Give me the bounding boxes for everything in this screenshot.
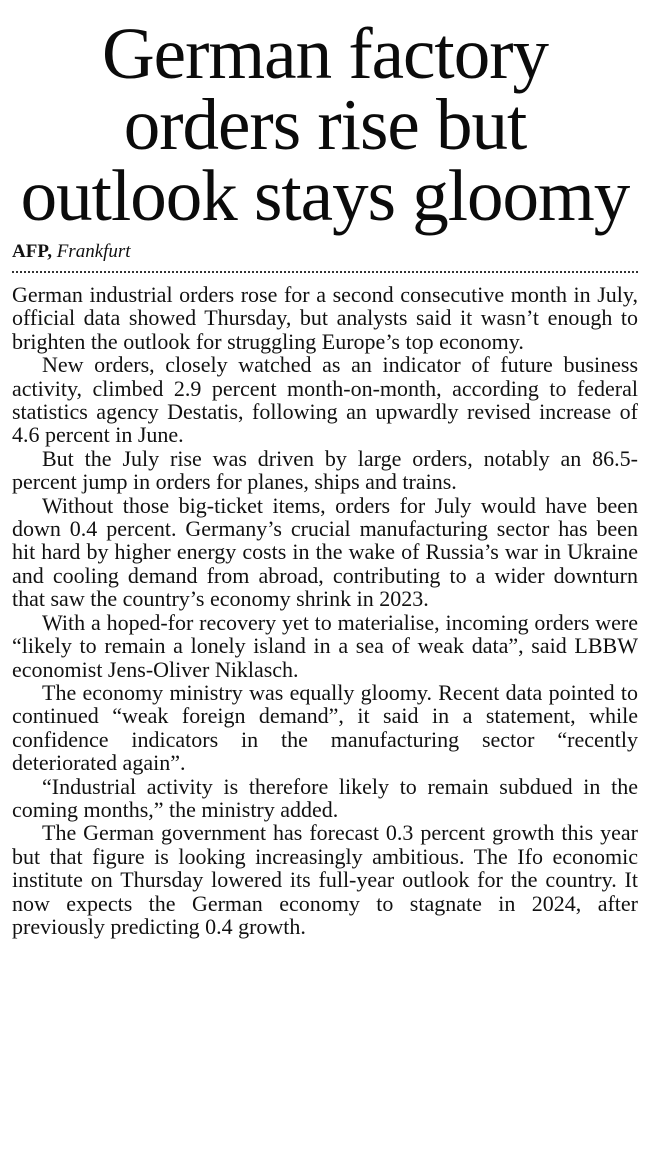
news-article: [12, 13, 638, 939]
headline: [12, 13, 638, 236]
paragraph-8: The German government has forecast 0.3 percent growth this year but that figure is looking increasingly ambitious. The Ifo economic institute on Thursday lowered its full-year outlook for the country. It now expects the German economy to stagnate in 2024, after previously predicting 0.4 growth.: [12, 820, 638, 939]
paragraph-6: The economy ministry was equally gloomy. Recent data pointed to continued “weak foreign demand”, it said in a statement, while confidence indicators in the manufacturing sector “recently deteriorated again”.: [12, 679, 638, 776]
paragraph-2: New orders, closely watched as an indicator of future business activity, climbed 2.9 percent month-on-month, according to federal statistics agency Destatis, following an upwardly revised increase of 4.6 percent in June.: [12, 352, 638, 448]
byline: [12, 241, 638, 273]
paragraph-1: German industrial orders rose for a second consecutive month in July, official data showed Thursday, but analysts said it wasn’t enough to brighten the outlook for struggling Europe’s top economy.: [12, 282, 638, 354]
article-body: [12, 283, 638, 938]
byline-place: Frankfurt: [56, 241, 131, 262]
headline-line-1: German factory: [101, 13, 549, 94]
paragraph-7: “Industrial activity is therefore likely to remain subdued in the coming months,” the ministry added.: [12, 773, 638, 822]
byline-agency: AFP,: [12, 241, 52, 262]
paragraph-4: Without those big-ticket items, orders for July would have been down 0.4 percent. Germany’s crucial manufacturing sector has been hit hard by higher energy costs in the wake of Russia’s war in Ukraine and cooling demand from abroad, contributing to a wider downturn that saw the country’s economy shrink in 2023.: [12, 492, 638, 612]
headline-line-2: orders rise but: [123, 84, 527, 165]
paragraph-3: But the July rise was driven by large orders, notably an 86.5-percent jump in orders for planes, ships and trains.: [12, 445, 638, 495]
paragraph-5: With a hoped-for recovery yet to materialise, incoming orders were “likely to remain a lonely island in a sea of weak data”, said LBBW economist Jens-Oliver Niklasch.: [12, 609, 638, 682]
headline-line-3: outlook stays gloomy: [20, 155, 630, 236]
